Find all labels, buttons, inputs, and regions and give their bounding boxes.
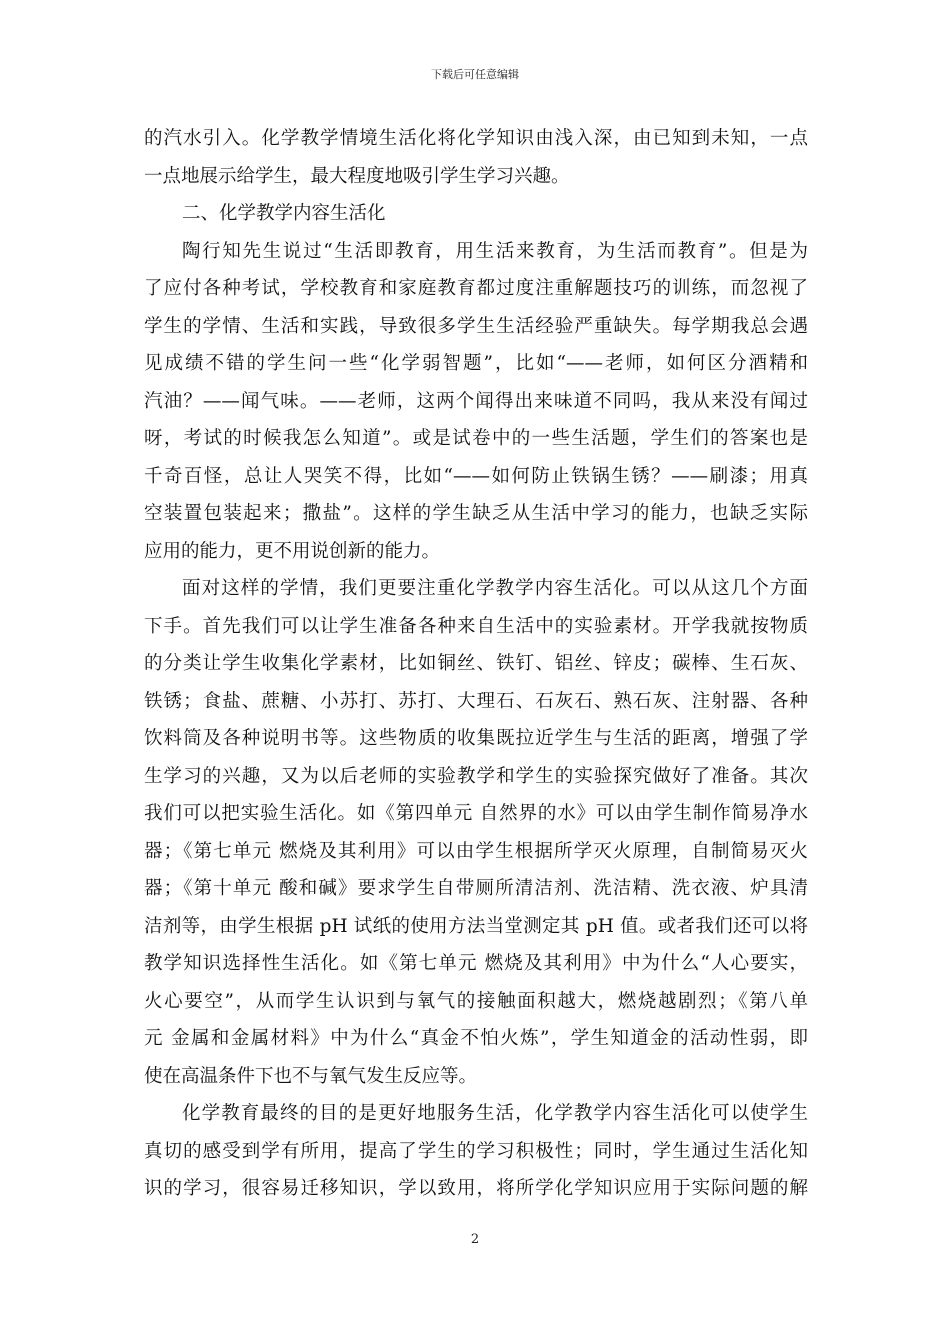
text-line: 使在高温条件下也不与氧气发生反应等。 bbox=[144, 1065, 478, 1087]
text-line: 真切的感受到学有所用，提高了学生的学习积极性；同时，学生通过生活化知 bbox=[144, 1140, 808, 1162]
text-line: 下手。首先我们可以让学生准备各种来自生活中的实验素材。开学我就按物质 bbox=[144, 615, 808, 637]
text-line: 生学习的兴趣，又为以后老师的实验教学和学生的实验探究做好了准备。其次 bbox=[144, 765, 808, 787]
text-line: 火心要空”，从而学生认识到与氧气的接触面积越大，燃烧越剧烈；《第八单 bbox=[144, 990, 808, 1012]
text-line: 呀，考试的时候我怎么知道”。或是试卷中的一些生活题，学生们的答案也是 bbox=[144, 428, 808, 449]
text-line: 汽油？——闻气味。——老师，这两个闻得出来味道不同吗，我从来没有闻过 bbox=[144, 390, 808, 412]
body-text bbox=[144, 120, 808, 1208]
text-line: 器；《第十单元 酸和碱》要求学生自带厕所清洁剂、洗洁精、洗衣液、炉具清 bbox=[144, 878, 808, 899]
page-number: 2 bbox=[470, 1232, 480, 1247]
text-line: 陶行知先生说过“生活即教育，用生活来教育，为生活而教育”。但是为 bbox=[182, 240, 808, 262]
text-line: 应用的能力，更不用说创新的能力。 bbox=[144, 540, 441, 562]
text-line: 学生的学情、生活和实践，导致很多学生生活经验严重缺失。每学期我总会遇 bbox=[144, 315, 808, 337]
text-line: 千奇百怪，总让人哭笑不得，比如“——如何防止铁锅生锈？——刷漆；用真 bbox=[144, 465, 808, 487]
text-line: 一点地展示给学生，最大程度地吸引学生学习兴趣。 bbox=[144, 165, 570, 187]
text-line: 我们可以把实验生活化。如《第四单元 自然界的水》可以由学生制作简易净水 bbox=[144, 803, 808, 824]
section-heading: 二、化学教学内容生活化 bbox=[182, 203, 386, 224]
text-line: 铁锈；食盐、蔗糖、小苏打、苏打、大理石、石灰石、熟石灰、注射器、各种 bbox=[144, 690, 808, 712]
page-header: 下载后可任意编辑 bbox=[431, 68, 519, 81]
text-line: 器；《第七单元 燃烧及其利用》可以由学生根据所学灭火原理，自制简易灭火 bbox=[144, 840, 808, 862]
text-line: 的汽水引入。化学教学情境生活化将化学知识由浅入深，由已知到未知，一点 bbox=[144, 128, 808, 149]
text-line: 的分类让学生收集化学素材，比如铜丝、铁钉、铝丝、锌皮；碳棒、生石灰、 bbox=[144, 653, 808, 674]
text-line: 见成绩不错的学生问一些“化学弱智题”，比如“——老师，如何区分酒精和 bbox=[144, 353, 808, 374]
text-line: 识的学习，很容易迁移知识，学以致用，将所学化学知识应用于实际问题的解 bbox=[144, 1178, 808, 1199]
text-line: 空装置包装起来；撒盐”。这样的学生缺乏从生活中学习的能力，也缺乏实际 bbox=[144, 503, 808, 524]
text-line: 饮料筒及各种说明书等。这些物质的收集既拉近学生与生活的距离，增强了学 bbox=[144, 728, 808, 749]
text-line: 元 金属和金属材料》中为什么“真金不怕火炼”，学生知道金的活动性弱，即 bbox=[144, 1028, 808, 1049]
text-line: 教学知识选择性生活化。如《第七单元 燃烧及其利用》中为什么“人心要实， bbox=[144, 953, 808, 974]
text-line: 了应付各种考试，学校教育和家庭教育都过度注重解题技巧的训练，而忽视了 bbox=[144, 278, 808, 299]
text-line: 化学教育最终的目的是更好地服务生活，化学教学内容生活化可以使学生 bbox=[182, 1103, 808, 1124]
text-line: 洁剂等，由学生根据 pH 试纸的使用方法当堂测定其 pH 值。或者我们还可以将 bbox=[144, 915, 808, 937]
text-line: 面对这样的学情，我们更要注重化学教学内容生活化。可以从这几个方面 bbox=[182, 578, 808, 599]
